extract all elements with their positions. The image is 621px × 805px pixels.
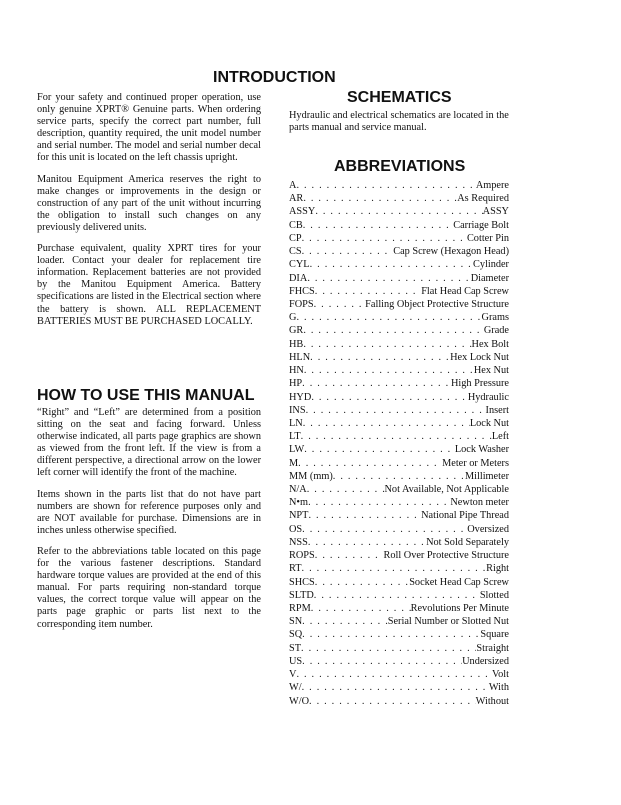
how-to-use-paragraph: Refer to the abbreviations table located on this page for the various fastener descriptions. Standard hardware torque values are provided at the end of this manual. For parts requiring non-standard torque values, the correct torque value will appear on the parts page graphic or parts list next to the corresponding item number. — [37, 545, 261, 630]
abbreviation-code: LN — [289, 417, 303, 429]
abbreviation-meaning: Without — [475, 695, 509, 707]
abbreviation-row — [289, 285, 509, 298]
abbreviation-code: LT — [289, 431, 301, 443]
abbreviation-meaning: Square — [480, 629, 509, 641]
dot-leader — [333, 470, 465, 483]
dot-leader — [315, 285, 421, 298]
abbreviation-meaning: High Pressure — [450, 378, 509, 390]
abbreviation-meaning: Lock Washer — [454, 444, 509, 456]
introduction-paragraph: Purchase equivalent, quality XPRT tires for your loader. Contact your dealer for replacement tire information. Replacement batteries are not provided by the Manitou Equipment America. Battery specifications are listed in the Electrical section where the battery is shown. ALL REPLACEMENT BATTERIES MUST BE PURCHASED LOCALLY. — [37, 243, 261, 327]
how-to-use-paragraph: Items shown in the parts list that do not have part numbers are shown for reference purposes only and are NOT available for purchase. Dimensions are in inches unless otherwise specified. — [37, 488, 261, 536]
abbreviation-row — [289, 523, 509, 536]
abbreviation-code: AR — [289, 193, 304, 205]
abbreviation-row — [289, 695, 509, 708]
abbreviation-meaning: Diameter — [470, 272, 509, 284]
introduction-section — [37, 92, 261, 337]
dot-leader — [315, 549, 384, 562]
abbreviation-row — [289, 496, 509, 509]
dot-leader — [314, 589, 480, 602]
dot-leader — [304, 364, 474, 377]
dot-leader — [310, 351, 450, 364]
abbreviation-code: FOPS — [289, 298, 314, 310]
dot-leader — [302, 232, 467, 245]
abbreviation-code: RPM — [289, 603, 311, 614]
abbreviation-row — [289, 272, 509, 285]
abbreviation-row — [289, 377, 509, 390]
abbreviation-meaning: As Required — [457, 193, 509, 205]
schematics-section — [289, 110, 514, 143]
abbreviation-row — [289, 628, 509, 641]
abbreviation-meaning: Ampere — [475, 180, 509, 191]
dot-leader — [302, 628, 480, 641]
dot-leader — [302, 245, 394, 258]
introduction-paragraph: For your safety and continued proper operation, use only genuine XPRT® Genuine parts. When ordering service parts, specify the correct part number, full description, quantity required, the unit model number and serial number. The model and serial number decal for this unit is located on the left chassis upright. — [37, 92, 261, 164]
abbreviation-code: INS — [289, 404, 306, 416]
dot-leader — [302, 523, 467, 536]
abbreviation-row — [289, 232, 509, 245]
abbreviation-code: W/O — [289, 695, 310, 707]
how-to-use-paragraph: “Right” and “Left” are determined from a position sitting on the seat and facing forward. Unless otherwise indicated, all parts page graphics are shown as viewed from the front left. If the view is from a different perspective, a directional arrow on the lower left corner will identify the front of the machine. — [37, 407, 261, 479]
abbreviation-row — [289, 219, 509, 232]
abbreviation-meaning: Right — [486, 563, 509, 575]
abbreviation-meaning: Millimeter — [464, 470, 509, 482]
dot-leader — [296, 668, 492, 681]
abbreviation-meaning: Hex Nut — [473, 365, 509, 377]
abbreviation-code: FHCS — [289, 285, 315, 297]
abbreviation-meaning: Hex Bolt — [471, 338, 509, 350]
abbreviation-meaning: Undersized — [462, 655, 509, 667]
dot-leader — [307, 483, 385, 496]
abbreviation-meaning: Flat Head Cap Screw — [421, 285, 509, 297]
dot-leader — [303, 324, 484, 337]
abbreviation-code: ROPS — [289, 550, 315, 562]
abbreviation-code: SN — [289, 616, 303, 628]
dot-leader — [304, 443, 455, 456]
introduction-heading: INTRODUCTION — [213, 69, 336, 86]
abbreviation-code: MM (mm) — [289, 470, 333, 482]
abbreviation-row — [289, 311, 509, 324]
abbreviation-meaning: Grams — [481, 312, 509, 324]
abbreviation-code: A — [289, 180, 297, 191]
dot-leader — [309, 695, 476, 708]
abbreviation-meaning: Revolutions Per Minute — [410, 603, 509, 614]
abbreviation-meaning: Grade — [483, 325, 509, 337]
abbreviations-list — [289, 179, 509, 708]
abbreviation-code: M — [289, 457, 299, 469]
abbreviation-meaning: Hex Lock Nut — [450, 351, 509, 363]
introduction-paragraph: Manitou Equipment America reserves the right to make changes or improvements in the design or construction of any part of the unit without incurring the obligation to install such changes on any previously delivered units. — [37, 173, 261, 233]
dot-leader — [306, 404, 486, 417]
abbreviation-row — [289, 483, 509, 496]
abbreviation-row — [289, 655, 509, 668]
abbreviation-row — [289, 338, 509, 351]
abbreviation-meaning: Volt — [492, 669, 509, 681]
abbreviation-row — [289, 192, 509, 205]
abbreviation-row — [289, 536, 509, 549]
abbreviation-code: ST — [289, 642, 302, 654]
abbreviation-meaning: Cotter Pin — [466, 232, 509, 244]
abbreviation-meaning: Meter or Meters — [442, 457, 509, 469]
abbreviation-code: CB — [289, 219, 303, 231]
dot-leader — [302, 377, 451, 390]
abbreviation-code: SQ — [289, 629, 303, 641]
abbreviation-row — [289, 298, 509, 311]
abbreviation-row — [289, 681, 509, 694]
abbreviation-code: ASSY — [289, 206, 316, 218]
abbreviation-meaning: Roll Over Protective Structure — [383, 550, 509, 562]
abbreviation-row — [289, 602, 509, 615]
abbreviation-code: N/A — [289, 484, 307, 496]
abbreviation-code: OS — [289, 523, 303, 535]
dot-leader — [308, 509, 421, 522]
dot-leader — [303, 192, 457, 205]
dot-leader — [311, 391, 468, 404]
abbreviation-code: NSS — [289, 536, 308, 548]
abbreviation-row — [289, 562, 509, 575]
abbreviation-meaning: Socket Head Cap Screw — [409, 576, 509, 588]
abbreviation-row — [289, 576, 509, 589]
dot-leader — [303, 219, 453, 232]
dot-leader — [315, 205, 482, 218]
abbreviation-code: DIA — [289, 272, 308, 284]
abbreviation-code: HB — [289, 338, 304, 350]
abbreviation-meaning: Lock Nut — [469, 417, 509, 429]
abbreviation-row — [289, 615, 509, 628]
abbreviation-meaning: Straight — [476, 642, 509, 654]
abbreviation-code: G — [289, 312, 297, 324]
abbreviation-code: HYD — [289, 391, 312, 403]
abbreviation-meaning: Hydraulic — [467, 391, 509, 403]
abbreviation-row — [289, 509, 509, 522]
abbreviation-row — [289, 324, 509, 337]
abbreviation-code: US — [289, 655, 303, 667]
dot-leader — [314, 298, 366, 311]
dot-leader — [302, 681, 489, 694]
abbreviation-meaning: Cap Screw (Hexagon Head) — [393, 246, 509, 258]
abbreviation-meaning: Falling Object Protective Structure — [365, 298, 509, 310]
abbreviation-code: W/ — [289, 682, 302, 694]
dot-leader — [303, 338, 471, 351]
abbreviation-row — [289, 470, 509, 483]
abbreviation-row — [289, 245, 509, 258]
abbreviation-meaning: Carriage Bolt — [453, 219, 509, 231]
abbreviation-row — [289, 364, 509, 377]
abbreviation-row — [289, 351, 509, 364]
abbreviation-meaning: ASSY — [482, 206, 509, 218]
abbreviation-code: SLTD — [289, 589, 314, 601]
abbreviation-row — [289, 179, 509, 192]
abbreviation-meaning: Newton meter — [450, 497, 509, 509]
dot-leader — [298, 457, 442, 470]
abbreviation-meaning: Left — [491, 431, 509, 443]
dot-leader — [308, 536, 426, 549]
dot-leader — [303, 417, 470, 430]
dot-leader — [302, 562, 487, 575]
abbreviation-code: SHCS — [289, 576, 315, 588]
abbreviation-meaning: Insert — [485, 404, 509, 416]
abbreviation-row — [289, 589, 509, 602]
abbreviation-row — [289, 642, 509, 655]
abbreviations-heading: ABBREVIATIONS — [334, 158, 466, 175]
abbreviation-meaning: Serial Number or Slotted Nut — [387, 616, 509, 628]
abbreviation-code: CS — [289, 246, 302, 258]
schematics-heading: SCHEMATICS — [347, 89, 452, 106]
abbreviation-row — [289, 258, 509, 271]
schematics-text: Hydraulic and electrical schematics are located in the parts manual and service manual. — [289, 110, 509, 134]
dot-leader — [302, 615, 388, 628]
abbreviation-row — [289, 391, 509, 404]
dot-leader — [296, 311, 481, 324]
abbreviation-row — [289, 457, 509, 470]
abbreviation-code: RT — [289, 563, 302, 575]
abbreviation-meaning: Slotted — [479, 589, 509, 601]
dot-leader — [311, 602, 411, 615]
dot-leader — [310, 258, 473, 271]
how-to-use-section — [37, 407, 261, 640]
abbreviation-code: N•m — [289, 497, 309, 509]
abbreviation-row — [289, 205, 509, 218]
abbreviation-row — [289, 430, 509, 443]
abbreviation-row — [289, 668, 509, 681]
abbreviation-code: GR — [289, 325, 304, 337]
abbreviation-meaning: Cylinder — [472, 259, 509, 271]
abbreviation-code: V — [289, 669, 297, 681]
abbreviation-row — [289, 443, 509, 456]
abbreviation-meaning: Not Available, Not Applicable — [384, 484, 509, 496]
abbreviation-code: HN — [289, 365, 304, 377]
abbreviation-code: LW — [289, 444, 305, 456]
abbreviation-code: CP — [289, 232, 302, 244]
dot-leader — [302, 655, 462, 668]
abbreviation-code: HLN — [289, 351, 311, 363]
dot-leader — [301, 642, 476, 655]
abbreviation-meaning: With — [488, 682, 509, 694]
abbreviation-row — [289, 417, 509, 430]
abbreviation-meaning: National Pipe Thread — [421, 510, 509, 522]
how-to-use-heading: HOW TO USE THIS MANUAL — [37, 387, 255, 404]
abbreviation-code: HP — [289, 378, 303, 390]
abbreviation-row — [289, 549, 509, 562]
abbreviation-code: CYL — [289, 259, 310, 271]
dot-leader — [308, 496, 450, 509]
dot-leader — [301, 430, 492, 443]
abbreviation-meaning: Not Sold Separately — [426, 536, 509, 548]
dot-leader — [315, 576, 409, 589]
abbreviation-meaning: Oversized — [467, 523, 509, 535]
dot-leader — [296, 179, 475, 192]
dot-leader — [307, 272, 470, 285]
abbreviation-code: NPT — [289, 510, 309, 522]
abbreviation-row — [289, 404, 509, 417]
